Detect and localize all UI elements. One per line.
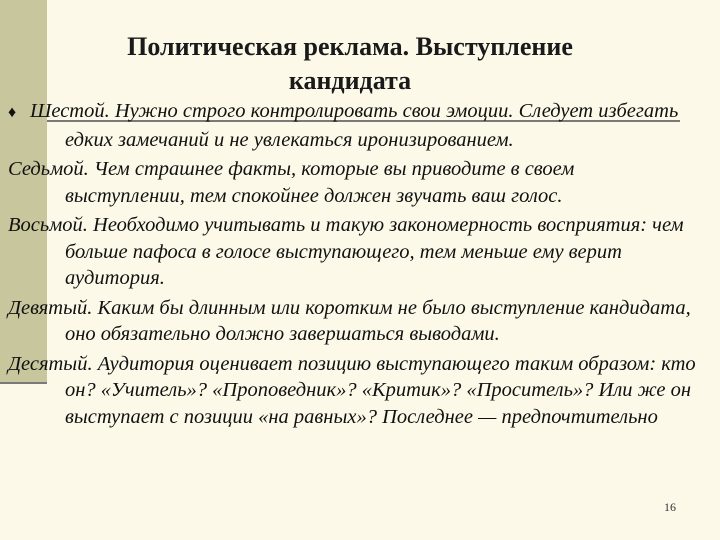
paragraph-eighth: Восьмой. Необходимо учитывать и такую закономерность восприятия: чем больше пафоса в голосе выступающего, тем меньше ему верит аудитория. xyxy=(8,214,684,289)
title-line-1: Политическая реклама. Выступление xyxy=(127,32,573,61)
paragraph-ninth: Девятый. Каким бы длинным или коротким не было выступление кандидата, оно обязательно должно завершаться выводами. xyxy=(8,296,691,345)
paragraph-sixth xyxy=(8,98,698,153)
title-line-2: кандидата xyxy=(288,66,412,95)
slide-title xyxy=(90,30,610,98)
slide-body xyxy=(8,98,698,433)
slide-number: 16 xyxy=(664,500,676,514)
paragraph-text: Шестой. Нужно строго контролировать свои эмоции. Следует избегать едких замечаний и не увлекаться иронизированием. xyxy=(30,100,679,151)
paragraph-tenth: Десятый. Аудитория оценивает позицию выступающего таким образом: кто он? «Учитель»? «Проповедник»? «Критик»? «Проситель»? Или же он выступает с позиции «на равных»? Последнее — предпочтительно xyxy=(8,352,696,428)
paragraph-seventh: Седьмой. Чем страшнее факты, которые вы приводите в своем выступлении, тем спокойнее должен звучать ваш голос. xyxy=(8,158,575,207)
diamond-bullet-icon: ♦ xyxy=(8,104,17,121)
